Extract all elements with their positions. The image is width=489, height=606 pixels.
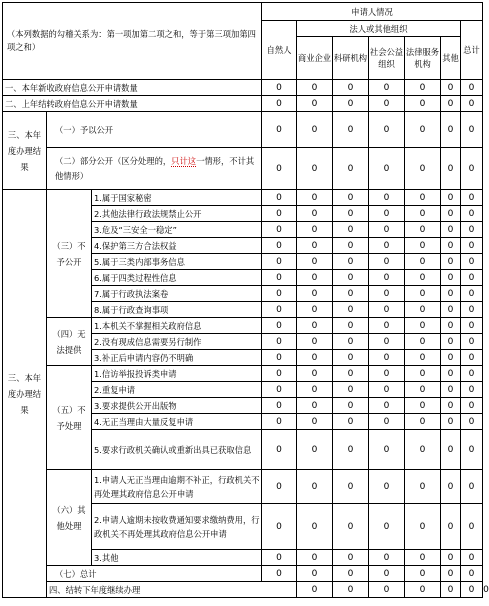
cell-value: 0 [441, 148, 461, 190]
cell-value: 0 [441, 254, 461, 270]
row-label: 一、本年新收政府信息公开申请数量 [3, 80, 262, 96]
row-label: 3.要求提供公开出版物 [92, 398, 262, 414]
cell-value: 0 [405, 112, 441, 148]
cell-value: 0 [333, 470, 369, 504]
cell-value: 0 [369, 270, 405, 286]
cell-value: 0 [333, 414, 369, 430]
cell-value: 0 [441, 366, 461, 382]
cell-value: 0 [369, 414, 405, 430]
cell-value: 0 [461, 550, 483, 566]
cell-value: 0 [369, 238, 405, 254]
table-row [3, 112, 483, 148]
cell-value: 0 [461, 286, 483, 302]
row-label: 3.其他 [92, 550, 262, 566]
cell-value: 0 [405, 382, 441, 398]
cell-value: 0 [297, 334, 333, 350]
cell-value: 0 [262, 148, 297, 190]
cell-value: 0 [461, 398, 483, 414]
table-row [3, 190, 483, 206]
row-label: （一）予以公开 [47, 112, 262, 148]
header-other: 其他 [441, 37, 461, 80]
cell-value: 0 [441, 350, 461, 366]
cell-value: 0 [369, 398, 405, 414]
cell-value: 0 [333, 430, 369, 470]
cell-value: 0 [333, 254, 369, 270]
cell-value: 0 [333, 222, 369, 238]
cell-value: 0 [333, 190, 369, 206]
cell-value: 0 [369, 334, 405, 350]
row-label: 2.申请人逾期未按收费通知要求缴纳费用，行政机关不再处理其政府信息公开申请 [92, 504, 262, 550]
table-row [3, 470, 483, 504]
cell-value: 0 [297, 96, 333, 112]
cell-value: 0 [441, 504, 461, 550]
cell-value: 0 [369, 148, 405, 190]
row-label: 3.补正后申请内容仍不明确 [92, 350, 262, 366]
cell-value: 0 [461, 302, 483, 318]
cell-value: 0 [405, 190, 441, 206]
cell-value: 0 [297, 190, 333, 206]
cell-value: 0 [333, 286, 369, 302]
cell-value: 0 [297, 238, 333, 254]
row-label: 6.属于四类过程性信息 [92, 270, 262, 286]
cell-value: 0 [369, 206, 405, 222]
cell-value: 0 [405, 286, 441, 302]
cell-value: 0 [262, 398, 297, 414]
cell-value: 0 [297, 566, 333, 582]
cell-value: 0 [333, 582, 369, 598]
cell-value: 0 [369, 366, 405, 382]
cell-value: 0 [405, 270, 441, 286]
cell-value: 0 [405, 350, 441, 366]
row-label: 四、结转下年度继续办理 [47, 582, 297, 598]
cell-value: 0 [297, 80, 333, 96]
table-row [3, 148, 483, 190]
cell-value: 0 [461, 254, 483, 270]
cell-value: 0 [333, 270, 369, 286]
cell-value: 0 [369, 254, 405, 270]
cell-value: 0 [369, 382, 405, 398]
cell-value: 0 [461, 350, 483, 366]
cell-value: 0 [441, 222, 461, 238]
cell-value: 0 [441, 334, 461, 350]
header-law: 法律服务机构 [405, 37, 441, 80]
cell-value: 0 [441, 414, 461, 430]
cell-value: 0 [333, 96, 369, 112]
cell-value: 0 [461, 206, 483, 222]
table-row [3, 96, 483, 112]
cell-value: 0 [262, 334, 297, 350]
cell-value: 0 [262, 504, 297, 550]
cell-value: 0 [262, 270, 297, 286]
cell-value: 0 [369, 504, 405, 550]
cell-value: 0 [297, 582, 333, 598]
header-social: 社会公益组织 [369, 37, 405, 80]
row-label: 3.危及“三安全一稳定” [92, 222, 262, 238]
cell-value: 0 [405, 318, 441, 334]
cell-value: 0 [333, 80, 369, 96]
cell-value: 0 [461, 112, 483, 148]
row-label: 2.其他法律行政法规禁止公开 [92, 206, 262, 222]
cell-value: 0 [262, 318, 297, 334]
cell-value: 0 [405, 366, 441, 382]
cell-value: 0 [369, 566, 405, 582]
cell-value: 0 [405, 254, 441, 270]
cell-value: 0 [369, 80, 405, 96]
cell-value: 0 [441, 80, 461, 96]
cell-value: 0 [262, 96, 297, 112]
row-label: 5.属于三类内部事务信息 [92, 254, 262, 270]
cell-value: 0 [297, 112, 333, 148]
row-label: 8.属于行政查询事项 [92, 302, 262, 318]
cell-value: 0 [369, 302, 405, 318]
cell-value: 0 [441, 382, 461, 398]
cell-value: 0 [461, 80, 483, 96]
cell-value: 0 [333, 566, 369, 582]
label-part: （二）部分公开（区分处理的， [55, 155, 172, 166]
row-label: 1.属于国家秘密 [92, 190, 262, 206]
cell-value: 0 [333, 366, 369, 382]
group-title: （三）不予公开 [47, 190, 92, 318]
cell-value: 0 [297, 470, 333, 504]
cell-value: 0 [461, 270, 483, 286]
cell-value: 0 [297, 366, 333, 382]
cell-value: 0 [297, 550, 333, 566]
cell-value: 0 [369, 550, 405, 566]
cell-value: 0 [461, 382, 483, 398]
cell-value: 0 [369, 190, 405, 206]
cell-value: 0 [441, 582, 461, 598]
cell-value: 0 [297, 382, 333, 398]
cell-value: 0 [441, 96, 461, 112]
cell-value: 0 [262, 206, 297, 222]
cell-value: 0 [405, 148, 441, 190]
group-title: （六）其他处理 [47, 470, 92, 566]
cell-value: 0 [369, 286, 405, 302]
cell-value: 0 [297, 350, 333, 366]
cell-value: 0 [405, 470, 441, 504]
cell-value: 0 [333, 206, 369, 222]
cell-value: 0 [333, 504, 369, 550]
cell-value: 0 [405, 206, 441, 222]
cell-value: 0 [405, 96, 441, 112]
cell-value: 0 [333, 318, 369, 334]
cell-value: 0 [461, 96, 483, 112]
table-row [3, 318, 483, 334]
row-label: 1.信访举报投诉类申请 [92, 366, 262, 382]
cell-value: 0 [461, 148, 483, 190]
row-label: 4.无正当理由大量反复申请 [92, 414, 262, 430]
cell-value: 0 [461, 470, 483, 504]
cell-value: 0 [441, 398, 461, 414]
cell-value: 0 [333, 550, 369, 566]
header-research: 科研机构 [333, 37, 369, 80]
cell-value: 0 [262, 286, 297, 302]
cell-value: 0 [297, 270, 333, 286]
cell-value: 0 [461, 334, 483, 350]
cell-value: 0 [441, 286, 461, 302]
group-title: （四）无法提供 [47, 318, 92, 366]
cell-value: 0 [405, 582, 441, 598]
cell-value: 0 [461, 366, 483, 382]
cell-value: 0 [461, 566, 483, 582]
cell-value: 0 [297, 318, 333, 334]
cell-value: 0 [441, 112, 461, 148]
cell-value: 0 [262, 112, 297, 148]
group-title: （五）不予处理 [47, 366, 92, 470]
cell-value: 0 [333, 382, 369, 398]
cell-value: 0 [461, 222, 483, 238]
label-part: 一情形，不计其他情形） [55, 155, 255, 181]
cell-value: 0 [262, 254, 297, 270]
cell-value: 0 [461, 430, 483, 470]
cell-value: 0 [369, 582, 405, 598]
cell-value: 0 [405, 566, 441, 582]
cell-value: 0 [441, 190, 461, 206]
cell-value: 0 [461, 238, 483, 254]
row-label: 5.要求行政机关确认或重新出具已获取信息 [92, 430, 262, 470]
cell-value: 0 [297, 430, 333, 470]
cell-value: 0 [441, 430, 461, 470]
cell-value: 0 [262, 366, 297, 382]
cell-value: 0 [262, 238, 297, 254]
cell-value: 0 [405, 334, 441, 350]
header-commercial: 商业企业 [297, 37, 333, 80]
cell-value: 0 [369, 112, 405, 148]
label-highlight: 只计这 [171, 155, 197, 166]
cell-value: 0 [333, 334, 369, 350]
cell-value: 0 [369, 96, 405, 112]
row-label: 7.属于行政执法案卷 [92, 286, 262, 302]
cell-value: 0 [297, 254, 333, 270]
header-note: （本列数据的勾稽关系为：第一项加第二项之和，等于第三项加第四项之和） [3, 3, 262, 80]
cell-value: 0 [369, 222, 405, 238]
cell-value: 0 [441, 238, 461, 254]
cell-value: 0 [461, 504, 483, 550]
header-natural-person: 自然人 [262, 21, 297, 80]
cell-value: 0 [405, 550, 441, 566]
cell-value: 0 [333, 398, 369, 414]
cell-value: 0 [262, 302, 297, 318]
row-label: 1.申请人无正当理由逾期不补正，行政机关不再处理其政府信息公开申请 [92, 470, 262, 504]
cell-value: 0 [297, 302, 333, 318]
cell-value: 0 [405, 238, 441, 254]
section-title: 三、本年度办理结果 [3, 112, 47, 190]
header-row-1 [3, 3, 483, 21]
cell-value: 0 [297, 222, 333, 238]
cell-value: 0 [333, 350, 369, 366]
cell-value: 0 [405, 430, 441, 470]
cell-value: 0 [262, 382, 297, 398]
cell-value: 0 [461, 582, 483, 598]
cell-value: 0 [262, 222, 297, 238]
section-title: 三、本年度办理结果 [3, 190, 47, 598]
header-legal-entities: 法人或其他组织 [297, 21, 461, 37]
table-row [3, 80, 483, 96]
header-total: 总计 [461, 21, 483, 80]
cell-value: 0 [262, 430, 297, 470]
cell-value: 0 [297, 206, 333, 222]
cell-value: 0 [405, 414, 441, 430]
cell-value: 0 [405, 302, 441, 318]
cell-value: 0 [441, 302, 461, 318]
cell-value: 0 [369, 470, 405, 504]
cell-value: 0 [405, 80, 441, 96]
row-label: 1.本机关不掌握相关政府信息 [92, 318, 262, 334]
cell-value: 0 [262, 470, 297, 504]
cell-value: 0 [262, 414, 297, 430]
cell-value: 0 [333, 302, 369, 318]
table-row [3, 566, 483, 582]
row-label: 2.没有现成信息需要另行制作 [92, 334, 262, 350]
cell-value: 0 [405, 222, 441, 238]
cell-value: 0 [297, 504, 333, 550]
cell-value: 0 [441, 470, 461, 504]
cell-value: 0 [405, 504, 441, 550]
cell-value: 0 [461, 318, 483, 334]
cell-value: 0 [297, 286, 333, 302]
cell-value: 0 [262, 80, 297, 96]
cell-value: 0 [369, 318, 405, 334]
cell-value: 0 [333, 238, 369, 254]
cell-value: 0 [333, 112, 369, 148]
cell-value: 0 [333, 148, 369, 190]
cell-value: 0 [297, 414, 333, 430]
row-label: 4.保护第三方合法权益 [92, 238, 262, 254]
cell-value: 0 [262, 550, 297, 566]
cell-value: 0 [262, 350, 297, 366]
cell-value: 0 [262, 566, 297, 582]
row-label: 2.重复申请 [92, 382, 262, 398]
row-label: （七）总计 [47, 566, 262, 582]
cell-value: 0 [461, 414, 483, 430]
cell-value: 0 [441, 318, 461, 334]
cell-value: 0 [441, 206, 461, 222]
table-row: 四、结转下年度继续办理 0 0 0 0 0 0 0 [3, 582, 483, 598]
cell-value: 0 [441, 566, 461, 582]
cell-value: 0 [441, 270, 461, 286]
row-label: 二、上年结转政府信息公开申请数量 [3, 96, 262, 112]
cell-value: 0 [297, 398, 333, 414]
cell-value: 0 [369, 430, 405, 470]
disclosure-stats-table [2, 2, 489, 598]
cell-value: 0 [405, 398, 441, 414]
cell-value: 0 [297, 148, 333, 190]
row-label [47, 148, 262, 190]
table-row [3, 366, 483, 382]
cell-value: 0 [441, 550, 461, 566]
cell-value: 0 [461, 190, 483, 206]
cell-value: 0 [262, 190, 297, 206]
header-applicant: 申请人情况 [262, 3, 483, 21]
cell-value: 0 [369, 350, 405, 366]
